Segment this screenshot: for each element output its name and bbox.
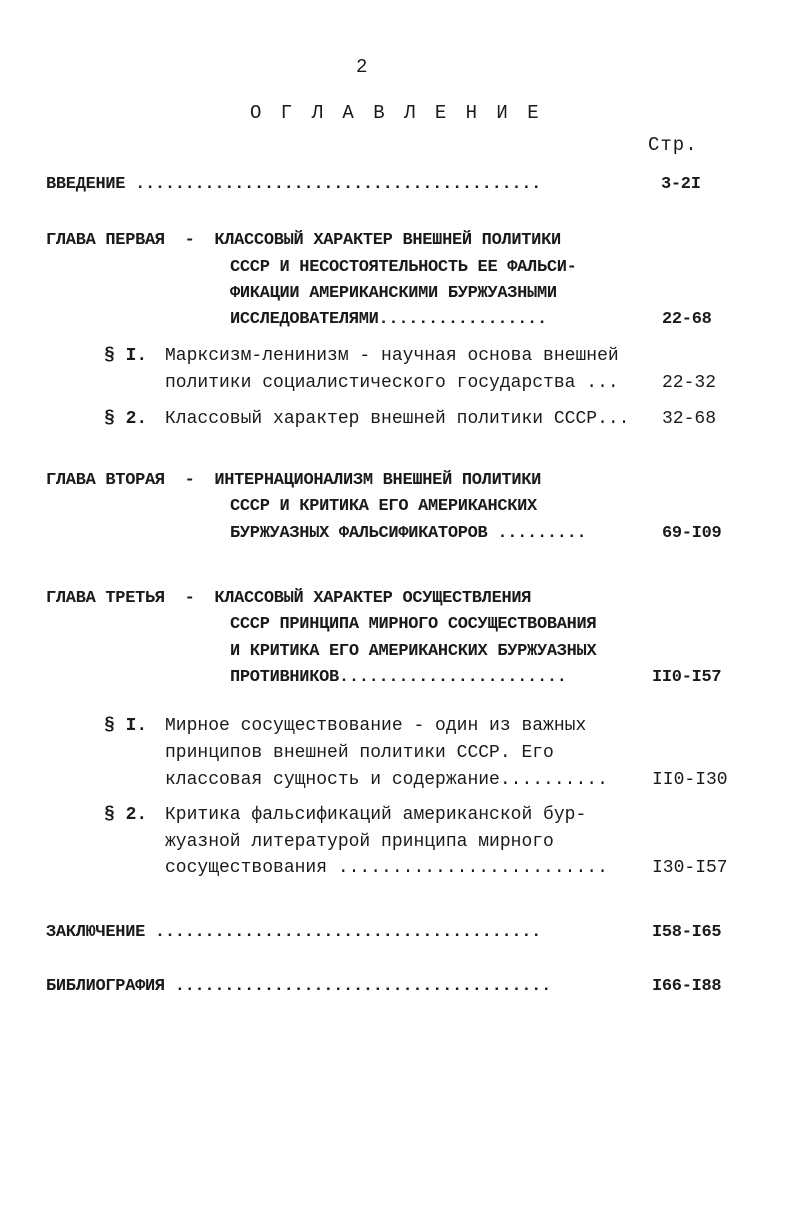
chapter-1-line-2: СССР И НЕСОСТОЯТЕЛЬНОСТЬ ЕЕ ФАЛЬСИ- [230,258,577,277]
chapter-3-section-1-pages: II0-I30 [652,770,728,790]
chapter-3-section-2-pages: I30-I57 [652,858,728,878]
toc-entry-conclusion-text: ЗАКЛЮЧЕНИЕ ....................................... [46,924,542,941]
chapter-1-line-3: ФИКАЦИИ АМЕРИКАНСКИМИ БУРЖУАЗНЫМИ [230,284,557,303]
chapter-3-section-2-line-3: сосуществования ......................... [165,858,608,878]
page-number: 2 [356,56,369,78]
chapter-3-section-1-line-1: Мирное сосуществование - один из важных [165,716,587,736]
chapter-1-section-1-pages: 22-32 [662,373,717,393]
chapter-1-section-2-mark: § 2. [104,409,148,429]
chapter-2-line-2: СССР И КРИТИКА ЕГО АМЕРИКАНСКИХ [230,497,537,516]
chapter-1-line-4: ИССЛЕДОВАТЕЛЯМИ................. [230,310,547,329]
chapter-1-section-1-line-2: политики социалистического государства ... [165,373,619,393]
chapter-3-section-1-line-3: классовая сущность и содержание.......... [165,770,608,790]
chapter-3-section-1-line-2: принципов внешней политики СССР. Его [165,743,554,763]
chapter-1-pages: 22-68 [662,310,712,329]
chapter-3-section-2-mark: § 2. [104,805,148,825]
toc-entry-conclusion-pages: I58-I65 [652,923,722,942]
chapter-3-line-3: И КРИТИКА ЕГО АМЕРИКАНСКИХ БУРЖУАЗНЫХ [230,642,597,661]
toc-entry-intro-text: ВВЕДЕНИЕ ......................................... [46,176,542,193]
toc-entry-bibliography-pages: I66-I88 [652,977,722,996]
chapter-1-section-1-mark: § I. [104,346,148,366]
chapter-1-line-1: ГЛАВА ПЕРВАЯ - КЛАССОВЫЙ ХАРАКТЕР ВНЕШНЕЙ ПОЛИТИКИ [46,231,561,250]
chapter-3-section-2-line-1: Критика фальсификаций американской бур- [165,805,587,825]
page-column-header: Стр. [648,134,698,156]
toc-entry-intro-pages: 3-2I [661,175,701,194]
chapter-1-section-2-pages: 32-68 [662,409,717,429]
chapter-1-section-2-line-1: Классовый характер внешней политики СССР... [165,409,630,429]
chapter-1-section-1-line-1: Марксизм-ленинизм - научная основа внешней [165,346,619,366]
chapter-3-section-2-line-2: жуазной литературой принципа мирного [165,832,554,852]
chapter-2-line-1: ГЛАВА ВТОРАЯ - ИНТЕРНАЦИОНАЛИЗМ ВНЕШНЕЙ ПОЛИТИКИ [46,471,542,490]
chapter-3-line-1: ГЛАВА ТРЕТЬЯ - КЛАССОВЫЙ ХАРАКТЕР ОСУЩЕСТВЛЕНИЯ [46,589,532,608]
chapter-3-pages: II0-I57 [652,668,722,687]
chapter-2-line-3: БУРЖУАЗНЫХ ФАЛЬСИФИКАТОРОВ ......... [230,524,587,543]
chapter-3-section-1-mark: § I. [104,716,148,736]
page-title: О Г Л А В Л Е Н И Е [250,102,543,124]
chapter-3-line-2: СССР ПРИНЦИПА МИРНОГО СОСУЩЕСТВОВАНИЯ [230,615,597,634]
chapter-2-pages: 69-I09 [662,524,722,543]
toc-entry-bibliography-text: БИБЛИОГРАФИЯ ...................................... [46,978,551,995]
chapter-3-line-4: ПРОТИВНИКОВ....................... [230,668,567,687]
